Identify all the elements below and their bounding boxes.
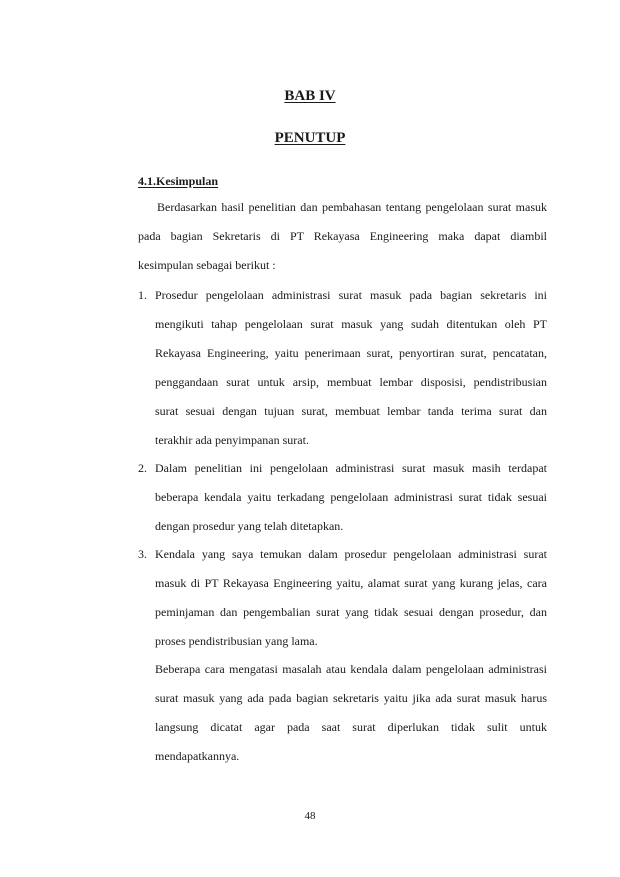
list-item-line: proses pendistribusian yang lama. bbox=[155, 634, 318, 648]
followup-line: mendapatkannya. bbox=[155, 749, 240, 763]
list-item-line: masuk di PT Rekayasa Engineering yaitu, alamat surat yang kurang jelas, cara bbox=[155, 576, 547, 590]
followup-line: langsung dicatat agar pada saat surat diperlukan tidak sulit untuk bbox=[155, 720, 547, 734]
intro-line: Berdasarkan hasil penelitian dan pembahasan tentang pengelolaan surat masuk bbox=[157, 200, 547, 214]
followup-line: Beberapa cara mengatasi masalah atau kendala dalam pengelolaan administrasi bbox=[155, 662, 547, 676]
list-item-line: Kendala yang saya temukan dalam prosedur pengelolaan administrasi surat bbox=[155, 547, 547, 561]
list-item-number: 1. bbox=[138, 288, 147, 302]
list-item-line: Rekayasa Engineering, yaitu penerimaan surat, penyortiran surat, pencatatan, bbox=[155, 346, 547, 360]
list-item-line: Prosedur pengelolaan administrasi surat masuk pada bagian sekretaris ini bbox=[155, 288, 547, 302]
intro-line: pada bagian Sekretaris di PT Rekayasa Engineering maka dapat diambil bbox=[138, 229, 547, 243]
followup-line: surat masuk yang ada pada bagian sekretaris yaitu jika ada surat masuk harus bbox=[155, 691, 547, 705]
list-item-number: 3. bbox=[138, 547, 147, 561]
list-item-line: mengikuti tahap pengelolaan surat masuk yang sudah ditentukan oleh PT bbox=[155, 317, 547, 331]
list-item-line: Dalam penelitian ini pengelolaan administrasi surat masuk masih terdapat bbox=[155, 461, 547, 475]
list-item-line: peminjaman dan pengembalian surat yang tidak sesuai dengan prosedur, dan bbox=[155, 605, 547, 619]
list-item-line: terakhir ada penyimpanan surat. bbox=[155, 433, 309, 447]
list-item-line: dengan prosedur yang telah ditetapkan. bbox=[155, 519, 344, 533]
list-item-line: surat sesuai dengan tujuan surat, membuat lembar tanda terima surat dan bbox=[155, 404, 547, 418]
section-heading: 4.1.Kesimpulan bbox=[138, 174, 219, 188]
chapter-title: PENUTUP bbox=[274, 130, 346, 146]
list-item-line: penggandaan surat untuk arsip, membuat lembar disposisi, pendistribusian bbox=[155, 375, 547, 389]
page-number: 48 bbox=[304, 810, 316, 822]
list-item-line: beberapa kendala yaitu terkadang pengelolaan administrasi surat tidak sesuai bbox=[155, 490, 547, 504]
list-item-number: 2. bbox=[138, 461, 147, 475]
intro-line: kesimpulan sebagai berikut : bbox=[138, 258, 276, 272]
chapter-heading: BAB IV bbox=[284, 88, 336, 104]
